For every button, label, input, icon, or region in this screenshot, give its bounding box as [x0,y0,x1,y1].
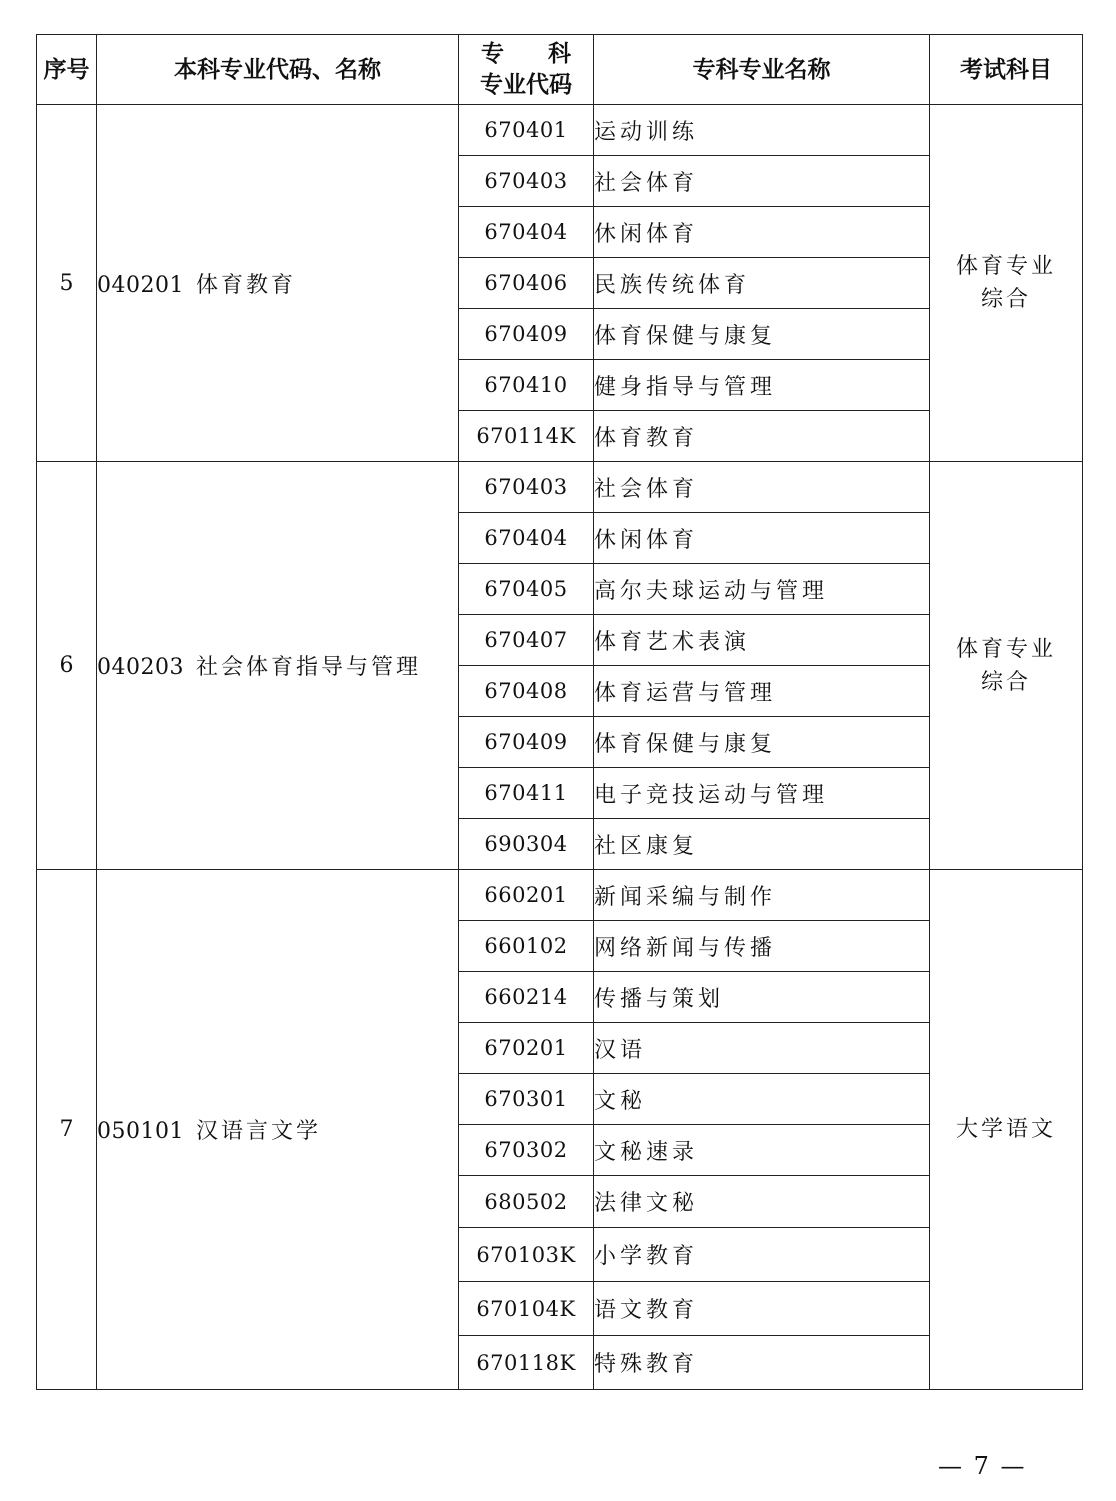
bk-major-code: 040201 [97,272,184,298]
zk-code-cell: 670302 [459,1125,594,1176]
table-row [37,462,1083,513]
zk-code-cell: 660201 [459,870,594,921]
zk-code-cell: 670201 [459,1023,594,1074]
zk-name-cell: 网络新闻与传播 [594,921,930,972]
zk-code-cell: 670406 [459,258,594,309]
header-zk-code [459,35,594,105]
zk-name-cell: 社区康复 [594,819,930,870]
subject-line1: 体育专业 [955,636,1056,662]
zk-code-cell: 670409 [459,717,594,768]
zk-name-cell: 小学教育 [594,1228,930,1282]
seq-cell: 7 [37,870,97,1390]
zk-name-cell: 特殊教育 [594,1336,930,1390]
subject-cell [930,870,1083,1390]
zk-name-cell: 健身指导与管理 [594,360,930,411]
zk-name-cell: 语文教育 [594,1282,930,1336]
subject-cell [930,462,1083,870]
zk-code-cell: 670407 [459,615,594,666]
zk-code-cell: 670409 [459,309,594,360]
zk-code-cell: 670104K [459,1282,594,1336]
zk-name-cell: 休闲体育 [594,513,930,564]
bk-major-cell [97,870,459,1390]
subject-line1: 大学语文 [955,1117,1056,1142]
header-seq: 序号 [37,35,97,105]
zk-code-cell: 670404 [459,207,594,258]
bk-major-code: 050101 [97,1119,184,1144]
zk-code-cell: 680502 [459,1176,594,1228]
subject-line1: 体育专业 [955,254,1056,279]
header-zk-code-line2: 专业代码 [480,71,572,98]
zk-name-cell: 体育艺术表演 [594,615,930,666]
zk-code-cell: 670408 [459,666,594,717]
zk-name-cell: 社会体育 [594,462,930,513]
zk-name-cell: 休闲体育 [594,207,930,258]
zk-code-cell: 670405 [459,564,594,615]
table-header-row [37,35,1083,105]
bk-major-name: 社会体育指导与管理 [195,655,421,680]
bk-major-name: 汉语言文学 [195,1119,321,1144]
bk-major-name: 体育教育 [195,272,296,298]
zk-name-cell: 高尔夫球运动与管理 [594,564,930,615]
subject-cell [930,105,1083,462]
zk-name-cell: 体育保健与康复 [594,309,930,360]
seq-cell: 5 [37,105,97,462]
seq-cell: 6 [37,462,97,870]
bk-major-cell [97,105,459,462]
header-zk-code-line1: 专 科 [480,40,589,67]
table-row [37,870,1083,921]
zk-code-cell: 670301 [459,1074,594,1125]
zk-code-cell: 670114K [459,411,594,462]
zk-name-cell: 运动训练 [594,105,930,156]
header-bk-major: 本科专业代码、名称 [97,35,459,105]
zk-code-cell: 670401 [459,105,594,156]
zk-name-cell: 民族传统体育 [594,258,930,309]
zk-name-cell: 体育运营与管理 [594,666,930,717]
zk-name-cell: 文秘速录 [594,1125,930,1176]
zk-name-cell: 电子竞技运动与管理 [594,768,930,819]
zk-name-cell: 文秘 [594,1074,930,1125]
zk-name-cell: 传播与策划 [594,972,930,1023]
major-mapping-table [36,34,1083,1390]
page-number: — 7 — [938,1452,1027,1480]
zk-code-cell: 670103K [459,1228,594,1282]
header-subject: 考试科目 [930,35,1083,105]
zk-code-cell: 670403 [459,462,594,513]
zk-code-cell: 670118K [459,1336,594,1390]
zk-name-cell: 汉语 [594,1023,930,1074]
zk-code-cell: 690304 [459,819,594,870]
zk-name-cell: 社会体育 [594,156,930,207]
zk-code-cell: 660102 [459,921,594,972]
zk-name-cell: 法律文秘 [594,1176,930,1228]
bk-major-code: 040203 [97,655,184,680]
zk-name-cell: 体育保健与康复 [594,717,930,768]
zk-code-cell: 660214 [459,972,594,1023]
zk-code-cell: 670411 [459,768,594,819]
subject-line2: 综合 [980,287,1031,312]
zk-code-cell: 670404 [459,513,594,564]
header-zk-name: 专科专业名称 [594,35,930,105]
table-row [37,105,1083,156]
zk-name-cell: 新闻采编与制作 [594,870,930,921]
bk-major-cell [97,462,459,870]
zk-name-cell: 体育教育 [594,411,930,462]
zk-code-cell: 670403 [459,156,594,207]
zk-code-cell: 670410 [459,360,594,411]
subject-line2: 综合 [980,669,1031,695]
